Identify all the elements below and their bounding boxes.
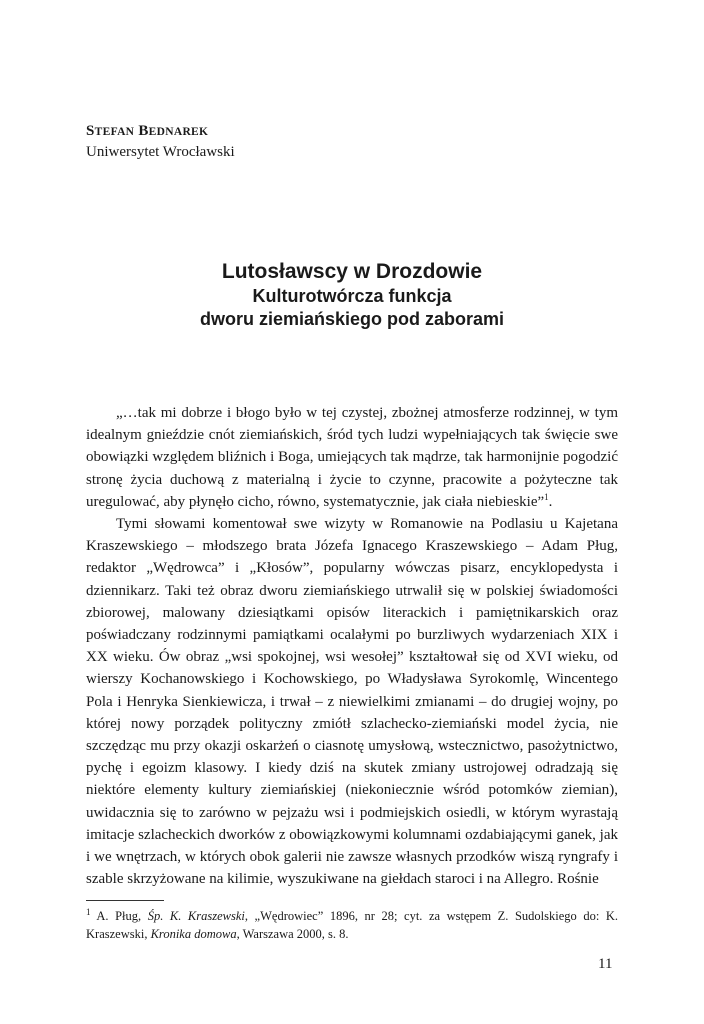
paragraph-text: Tymi słowami komentował swe wizyty w Romanowie na Podlasiu u Kajetana Kraszewskiego – młodszego brata Józefa Ignacego Kraszewskiego – Adam Pług, redaktor „Wędrowca” i „Kłosów”, popularny wówczas pisarz, encyklopedysta i dziennikarz. Taki też obraz dworu ziemiańskiego utrwalił się w polskiej świadomości zbiorowej, malowany dziesiątkami opisów literackich i pamiętnikarskich oraz poświadczany rodzinnymi pamiątkami ocalałymi po burzliwych wydarzeniach XIX i XX wieku. Ów obraz „wsi spokojnej, wsi wesołej” kształtował się od XVI wieku, od wierszy Kochanowskiego i Kochowskiego, po Władysława Syrokomlę, Wincentego Pola i Henryka Sienkiewicza, i trwał – z niewielkimi zmianami – do drugiej wojny, po której nowy porządek polityczny zmiótł szlachecko-ziemiański model życia, nie szczędząc mu przy okazji oskarżeń o ciasnotę umysłową, wstecznictwo, pasożytnictwo, pychę i egoizm klasowy. I kiedy dziś na skutek zmiany ustrojowej odradzają się niektóre elementy kultury ziemiańskiej (niekoniecznie wśród potomków ziemian), uwidacznia się to zarówno w pejzażu wsi i podmiejskich osiedli, w którym wyrastają imitacje szlacheckich dworków z obowiązkowymi kolumnami ozdabiającymi ganek, jak i we wnętrzach, w których obok galerii nie zawsze własnych przodków wiszą ryngrafy i szable skrzyżowane na kilimie, wyszukiwane na giełdach staroci i na Allegro. Rośnie [86,516,618,888]
author-block [86,121,235,162]
paragraph-text: „…tak mi dobrze i błogo było w tej czystej, zbożnej atmosferze rodzinnej, w tym idealnym gnieździe cnót ziemiańskich, śród tych ludzi wypełniających tak święcie swe obowiązki względem bliźnich i Boga, umiejących tak mądrze, tak harmonijnie pogodzić stronę życia duchową z materialną i życie to czynne, pracowite a pożyteczne tak uregulować, aby płynęło cicho, równo, systematycznie, jak ciała niebieskie” [86,405,618,510]
subtitle-line-1: Kulturotwórcza funkcja [252,286,452,306]
footnote-ref[interactable]: 1 [544,491,549,502]
body-text [86,402,618,890]
footnote-title-1: Śp. K. Kraszewski [147,909,245,923]
author-last-name: BEDNAREK [138,123,209,139]
paragraph-quote: „…tak mi dobrze i błogo było w tej czystej, zbożnej atmosferze rodzinnej, w tym idealnym gnieździe cnót ziemiańskich, śród tych ludzi wypełniających tak święcie swe obowiązki względem bliźnich i Boga, umiejących tak mądrze, tak harmonijnie pogodzić stronę życia duchową z materialną i życie to czynne, pracowite a pożyteczne tak uregulować, aby płynęło cicho, równo, systematycznie, jak ciała niebieskie”$^1$. [86,405,618,510]
author-affiliation: Uniwersytet Wrocławski [86,144,235,160]
footnote-text-3: , Warszawa 2000, s. 8. [236,927,349,941]
footnote-title-2: Kronika domowa [150,927,237,941]
footnote [86,907,618,943]
footnote-text-2: , „Wędrowiec” 1896, nr 28; cyt. za wstępem Z. Sudolskiego do: K. Kraszewski, [86,909,618,941]
footnote-number: 1 [86,906,91,917]
article-title: Lutosławscy w Drozdowie [221,260,483,283]
author-name [86,121,235,142]
paragraph-main [86,513,618,890]
footnote-divider [86,900,164,901]
subtitle-line-2: dworu ziemiańskiego pod zaborami [199,309,505,329]
author-first-name: STEFAN [86,123,135,139]
footnote-text-1: A. Pług, [90,909,148,923]
title-block [0,258,704,331]
page-number: 11 [598,956,613,972]
